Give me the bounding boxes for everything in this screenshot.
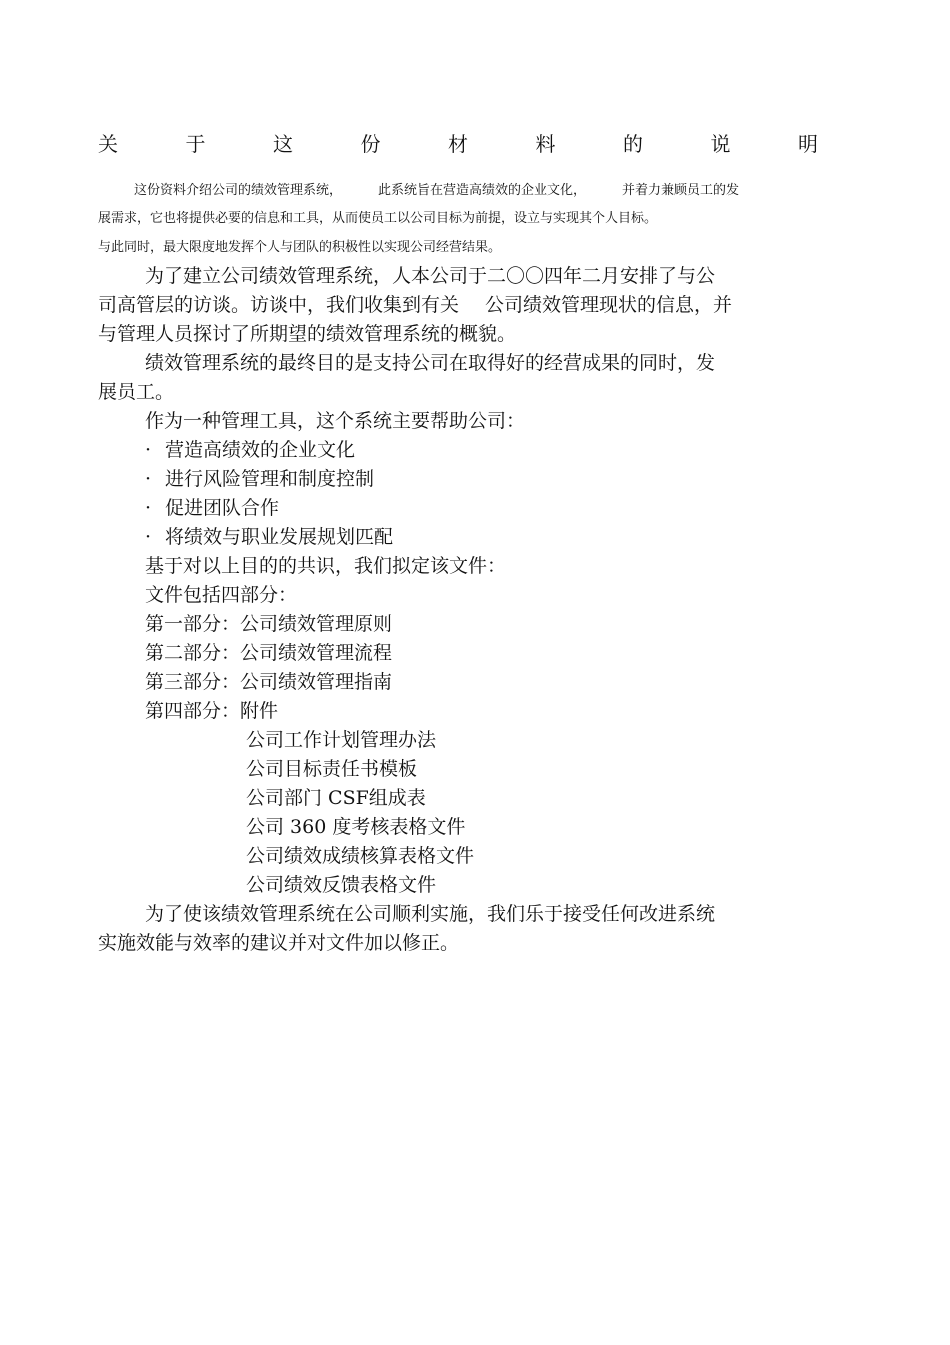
attachment-item: 公司 360 度考核表格文件 [246,816,466,838]
intro-line-3: 与此同时，最大限度地发挥个人与团队的积极性以实现公司经营结果。 [98,240,502,255]
attachment-item: 公司部门 CSF组成表 [246,787,426,809]
parts-intro: 文件包括四部分： [145,584,298,606]
bullet-dot: · [145,439,152,461]
title-char: 说 [710,131,731,156]
bullet-item [98,436,818,465]
document-title [98,126,818,158]
attachment-item: 公司目标责任书模板 [246,758,418,780]
bullet-text: 营造高绩效的企业文化 [165,439,356,461]
paragraph-line: 与管理人员探讨了所期望的绩效管理系统的概貌。 [98,323,517,345]
bullet-dot: · [145,497,152,519]
bullet-item [98,465,818,494]
title-char: 料 [535,131,556,156]
part-item: 第三部分：公司绩效管理指南 [145,671,393,693]
part-item: 第二部分：公司绩效管理流程 [145,642,393,664]
closing-line: 为了使该绩效管理系统在公司顺利实施，我们乐于接受任何改进系统 [145,903,716,925]
paragraph-line: 展员工。 [98,381,175,403]
paragraph-text: 公司绩效管理现状的信息，并 [485,294,733,316]
title-char: 材 [448,131,468,156]
paragraph-line [98,291,818,320]
title-char: 份 [360,131,381,156]
consensus-line: 基于对以上目的的共识，我们拟定该文件： [145,555,507,577]
part-item: 第四部分：附件 [145,700,279,722]
title-char: 明 [798,131,818,156]
paragraph-line: 为了建立公司绩效管理系统，人本公司于二〇〇四年二月安排了与公 [145,265,716,287]
paragraph-text: 司高管层的访谈。访谈中，我们收集到有关 [98,294,460,316]
attachment-item: 公司绩效反馈表格文件 [246,874,437,896]
attachment-item: 公司工作计划管理办法 [246,729,437,751]
bullet-text: 促进团队合作 [165,497,280,519]
intro-text: 并着力兼顾员工的发 [622,183,740,198]
intro-text: 这份资料介绍公司的绩效管理系统， [134,183,343,198]
bullet-dot: · [145,526,152,548]
attachment-item: 公司绩效成绩核算表格文件 [246,845,475,867]
title-char: 于 [185,131,206,156]
intro-line-2: 展需求，它也将提供必要的信息和工具，从而使员工以公司目标为前提，设立与实现其个人目标。 [98,211,658,226]
bullet-text: 将绩效与职业发展规划匹配 [165,526,394,548]
title-char: 这 [273,131,293,156]
closing-line: 实施效能与效率的建议并对文件加以修正。 [98,932,460,954]
bullet-item [98,494,818,523]
document-body [98,262,818,958]
tool-intro: 作为一种管理工具，这个系统主要帮助公司： [145,410,526,432]
paragraph-line: 绩效管理系统的最终目的是支持公司在取得好的经营成果的同时，发 [145,352,716,374]
title-char: 的 [623,131,643,156]
bullet-item [98,523,818,552]
intro-line-1 [134,181,739,201]
intro-text: 此系统旨在营造高绩效的企业文化， [378,183,587,198]
bullet-dot: · [145,468,152,490]
part-item: 第一部分：公司绩效管理原则 [145,613,393,635]
title-char: 关 [98,131,118,156]
bullet-text: 进行风险管理和制度控制 [165,468,375,490]
